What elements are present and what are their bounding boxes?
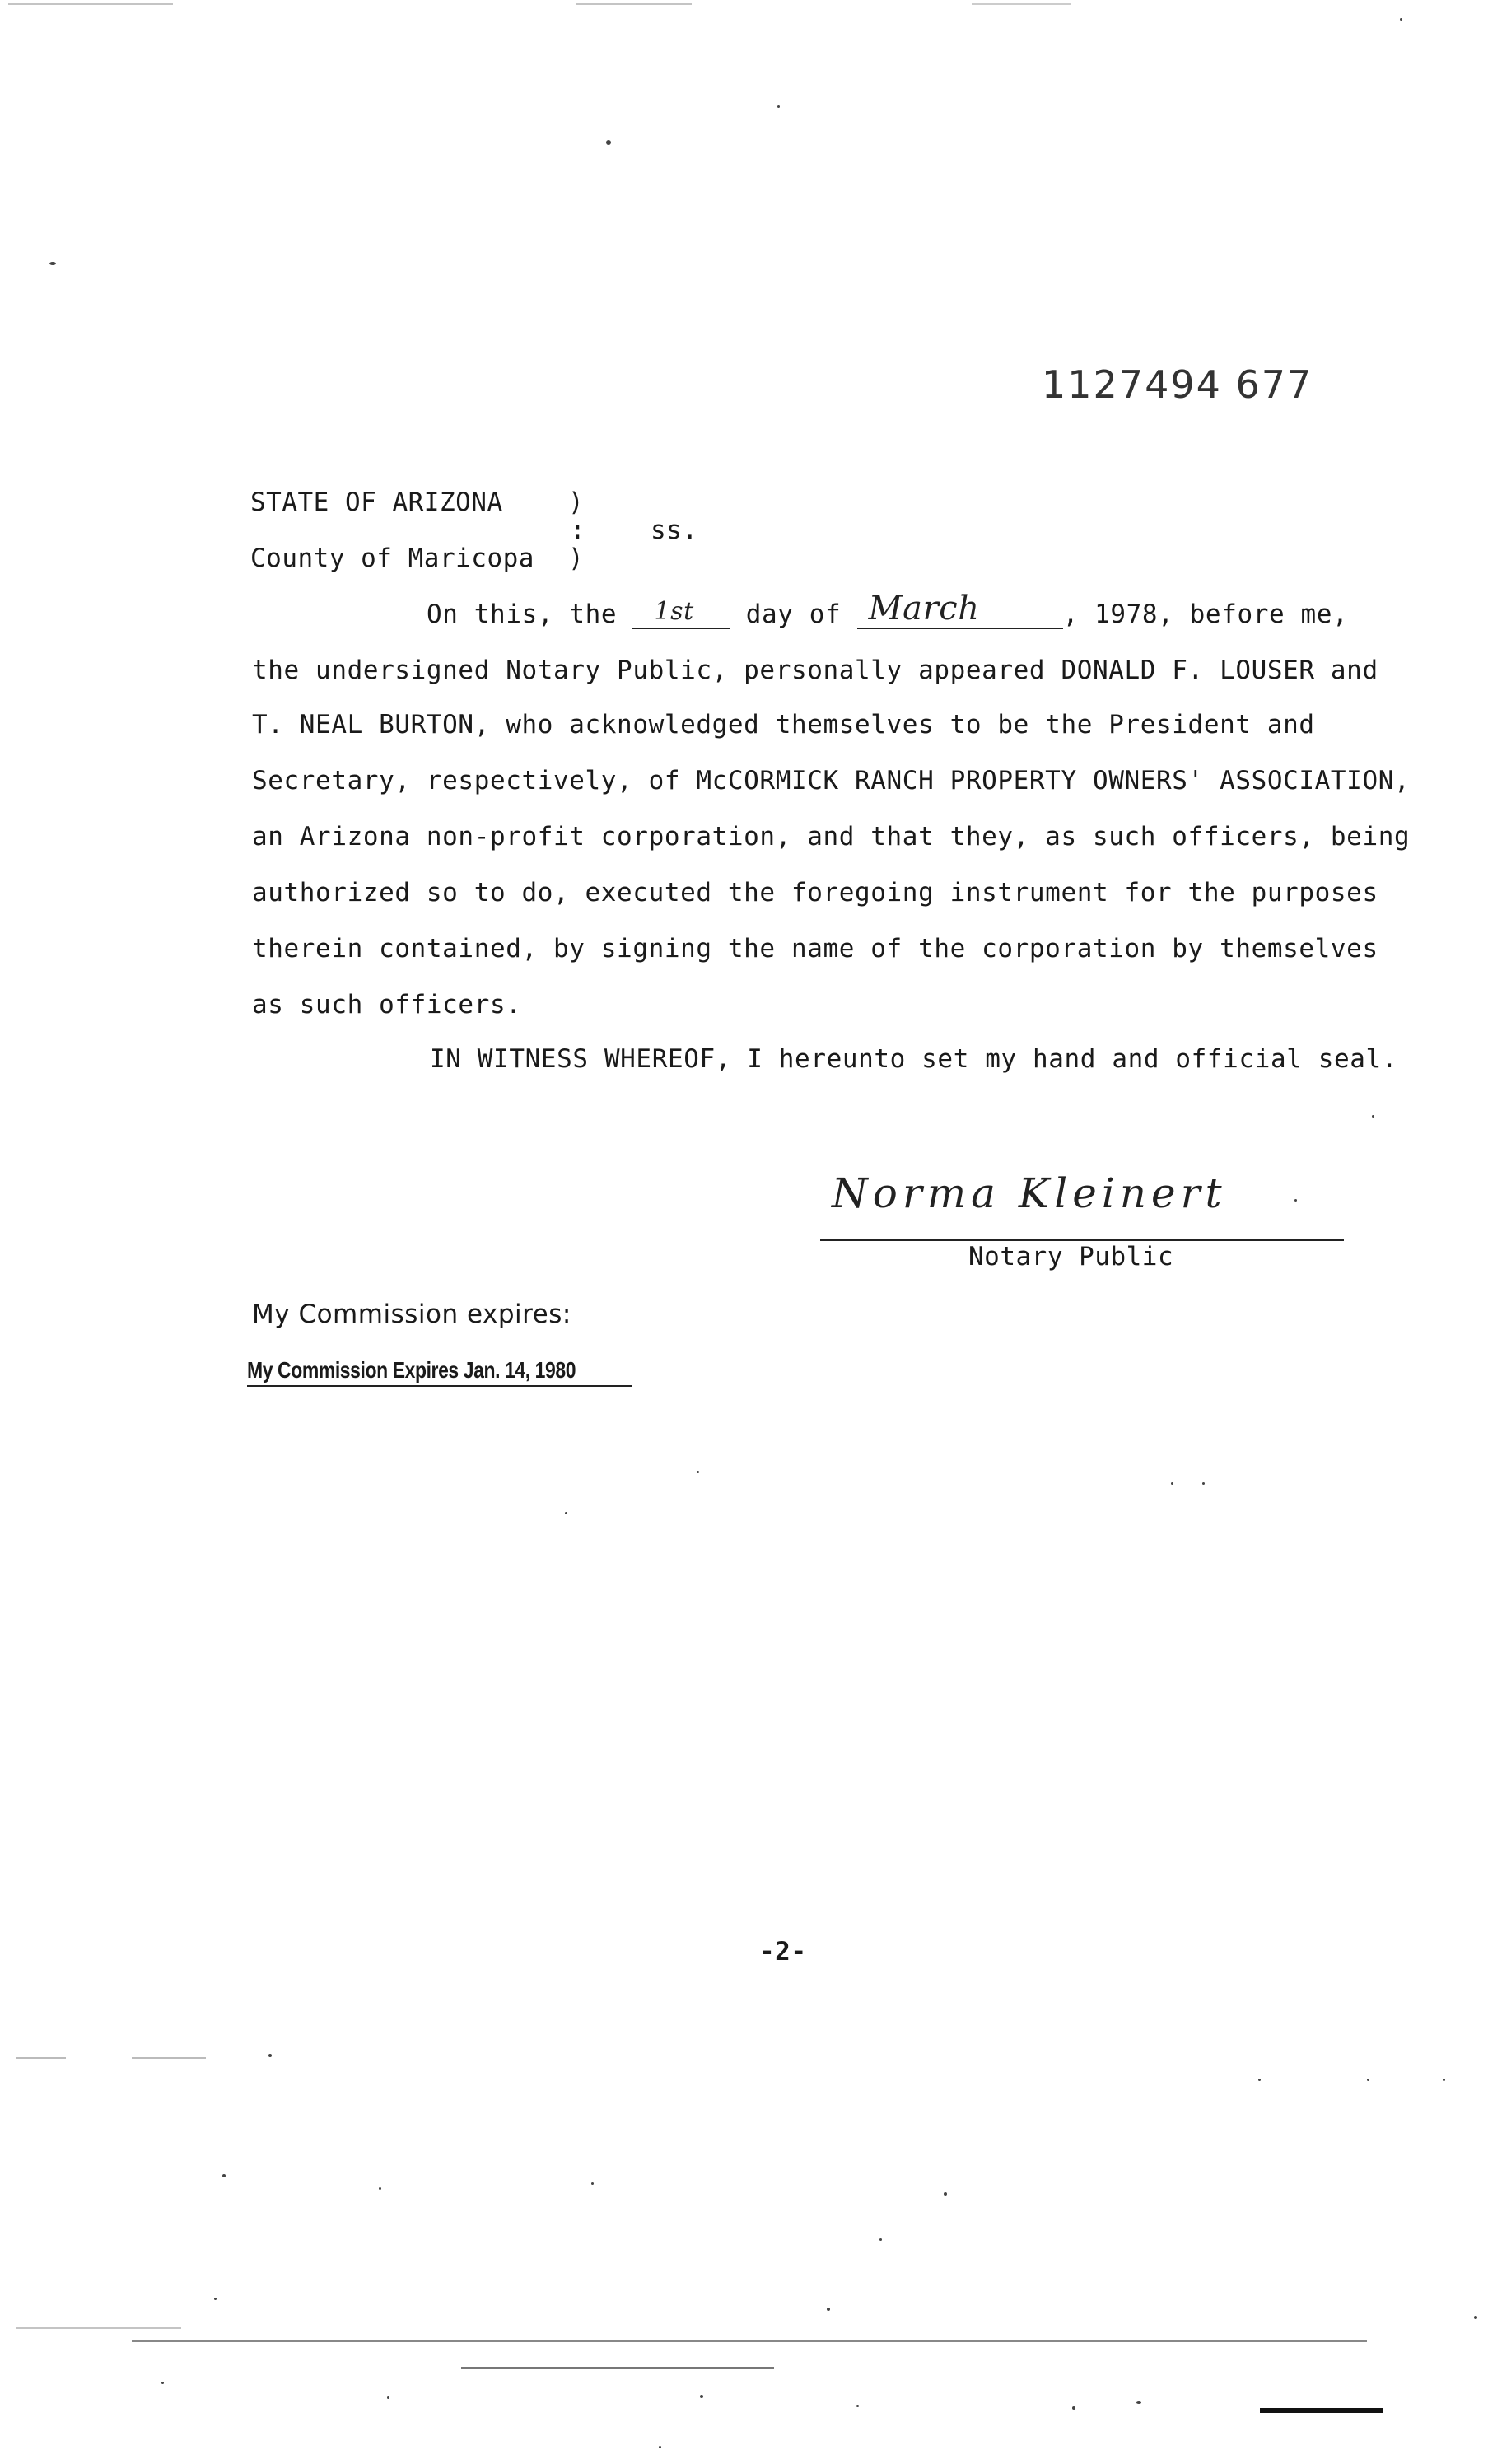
month-fill-line <box>857 590 1063 629</box>
acknowledgment-line-3: T. NEAL BURTON, who acknowledged themselves to be the President and <box>252 710 1315 740</box>
notary-signature: Norma Kleinert <box>832 1169 1227 1217</box>
venue-county: County of Maricopa <box>250 544 534 573</box>
commission-expiry-stamp: My Commission Expires Jan. 14, 1980 <box>247 1357 576 1383</box>
line-1-text-a: On this, the <box>427 600 618 629</box>
recording-stamp-number: 1127494 677 <box>1042 362 1313 407</box>
venue-ss: ss. <box>651 516 698 545</box>
acknowledgment-line-6: authorized so to do, executed the foregoing instrument for the purposes <box>252 878 1378 908</box>
venue-paren-top: ) <box>568 488 585 517</box>
signature-line <box>820 1239 1344 1241</box>
acknowledgment-line-4: Secretary, respectively, of McCORMICK RANCH PROPERTY OWNERS' ASSOCIATION, <box>252 766 1411 796</box>
witness-statement: IN WITNESS WHEREOF, I hereunto set my hand and official seal. <box>430 1044 1398 1074</box>
line-1-text-b: day of <box>745 600 842 629</box>
acknowledgment-line-7: therein contained, by signing the name of the corporation by themselves <box>252 934 1378 964</box>
day-handwritten: 1st <box>654 597 694 626</box>
acknowledgment-line-1 <box>427 590 1349 629</box>
venue-paren-bottom: ) <box>568 544 585 573</box>
venue-state: STATE OF ARIZONA <box>250 488 503 517</box>
commission-stamp-wrapper <box>247 1356 632 1387</box>
day-fill-line <box>632 597 730 629</box>
commission-label: My Commission expires: <box>252 1300 571 1329</box>
month-handwritten: March <box>868 590 980 628</box>
acknowledgment-line-5: an Arizona non-profit corporation, and that they, as such officers, being <box>252 822 1411 852</box>
acknowledgment-line-2: the undersigned Notary Public, personally appeared DONALD F. LOUSER and <box>252 656 1378 685</box>
notary-title: Notary Public <box>968 1242 1174 1272</box>
venue-colon: : <box>570 516 586 545</box>
acknowledgment-line-8: as such officers. <box>252 990 522 1020</box>
page-number: -2- <box>759 1937 807 1967</box>
line-1-text-c: , 1978, before me, <box>1062 600 1349 629</box>
